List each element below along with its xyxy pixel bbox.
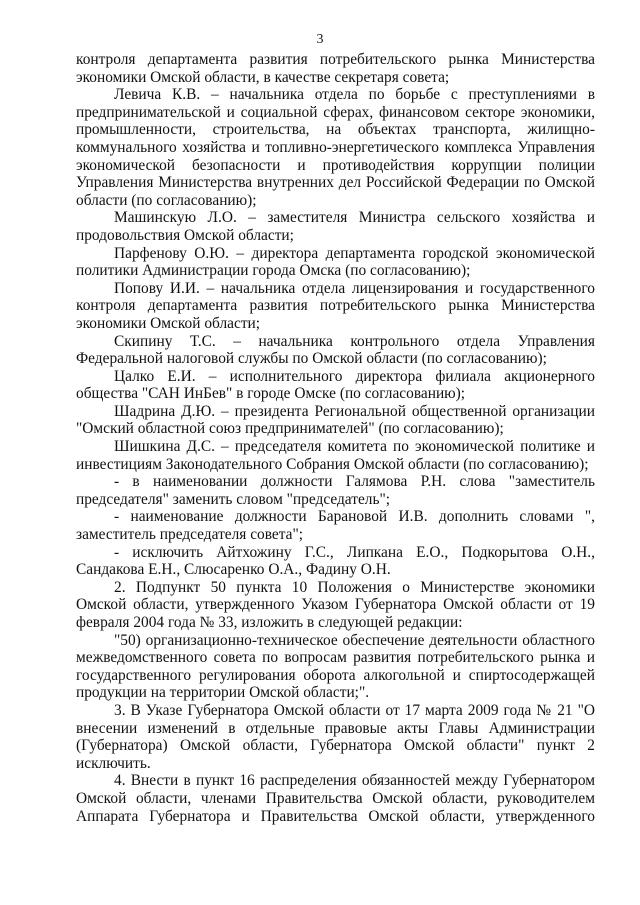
paragraph-tsalko: Цалко Е.И. – исполнительного директора филиала акционерного общества "САН ИнБев" в городе Омске (по согласованию); — [76, 367, 595, 403]
paragraph-shishkin: Шишкина Д.С. – председателя комитета по экономической политике и инвестициям Законодательного Собрания Омской области (по согласованию); — [76, 438, 595, 473]
paragraph-parfenova: Парфенову О.Ю. – директора департамента городской экономической политики Администрации города Омска (по согласованию); — [76, 244, 595, 280]
paragraph-item-3: 3. В Указе Губернатора Омской области от 17 марта 2009 года № 21 "О внесении изменений в отдельные правовые акты Главы Администрации (Губернатора) Омской области, Губернатора Омской области" пункт 2 исключить. — [76, 701, 595, 772]
paragraph-item-2: 2. Подпункт 50 пункта 10 Положения о Министерстве экономики Омской области, утвержденного Указом Губернатора Омской области от 19 февраля 2004 года № 33, изложить в следующей редакции: — [76, 578, 595, 631]
page-number: 3 — [316, 32, 324, 47]
paragraph-baranova-amendment: - наименование должности Барановой И.В. дополнить словами ", заместитель председателя совета"; — [76, 508, 595, 544]
paragraph-subitem-50: "50) организационно-техническое обеспечение деятельности областного межведомственного совета по вопросам развития потребительского рынка и государственного регулирования оборота алкогольной и спиртосодержащей продукции на территории Омской области;". — [76, 631, 595, 702]
document-body — [76, 51, 595, 825]
paragraph-shadrin: Шадрина Д.Ю. – президента Региональной общественной организации "Омский областной союз предпринимателей" (по согласованию); — [76, 402, 595, 438]
paragraph-mashinskaya: Машинскую Л.О. – заместителя Министра сельского хозяйства и продовольствия Омской области; — [76, 209, 595, 244]
paragraph-galyamov-amendment: - в наименовании должности Галямова Р.Н. слова "заместитель председателя" заменить словом "председатель"; — [76, 473, 595, 508]
paragraph-exclusion-list: - исключить Айтхожину Г.С., Липкана Е.О., Подкорытова О.Н., Сандакова Е.Н., Слюсаренко О.А., Фадину О.Н. — [76, 543, 595, 579]
paragraph-skipina: Скипину Т.С. – начальника контрольного отдела Управления Федеральной налоговой службы по Омской области (по согласованию); — [76, 332, 595, 368]
paragraph-secretary-continuation: контроля департамента развития потребительского рынка Министерства экономики Омской области, в качестве секретаря совета; — [76, 51, 595, 86]
paragraph-levich: Левича К.В. – начальника отдела по борьбе с преступлениями в предпринимательской и социальной сферах, финансовом секторе экономики, промышленности, строительства, на объектах транспорта, жилищно-коммунального хозяйства и топливно-энергетического комплекса Управления экономической безопасности и противодействия коррупции полиции Управления Министерства внутренних дел Российской Федерации по Омской области (по согласованию); — [76, 86, 595, 209]
paragraph-item-4: 4. Внести в пункт 16 распределения обязанностей между Губернатором Омской области, членами Правительства Омской области, руководителем Аппарата Губернатора и Правительства Омской области, утвержденного — [76, 772, 595, 825]
paragraph-popova: Попову И.И. – начальника отдела лицензирования и государственного контроля департамента развития потребительского рынка Министерства экономики Омской области; — [76, 279, 595, 332]
